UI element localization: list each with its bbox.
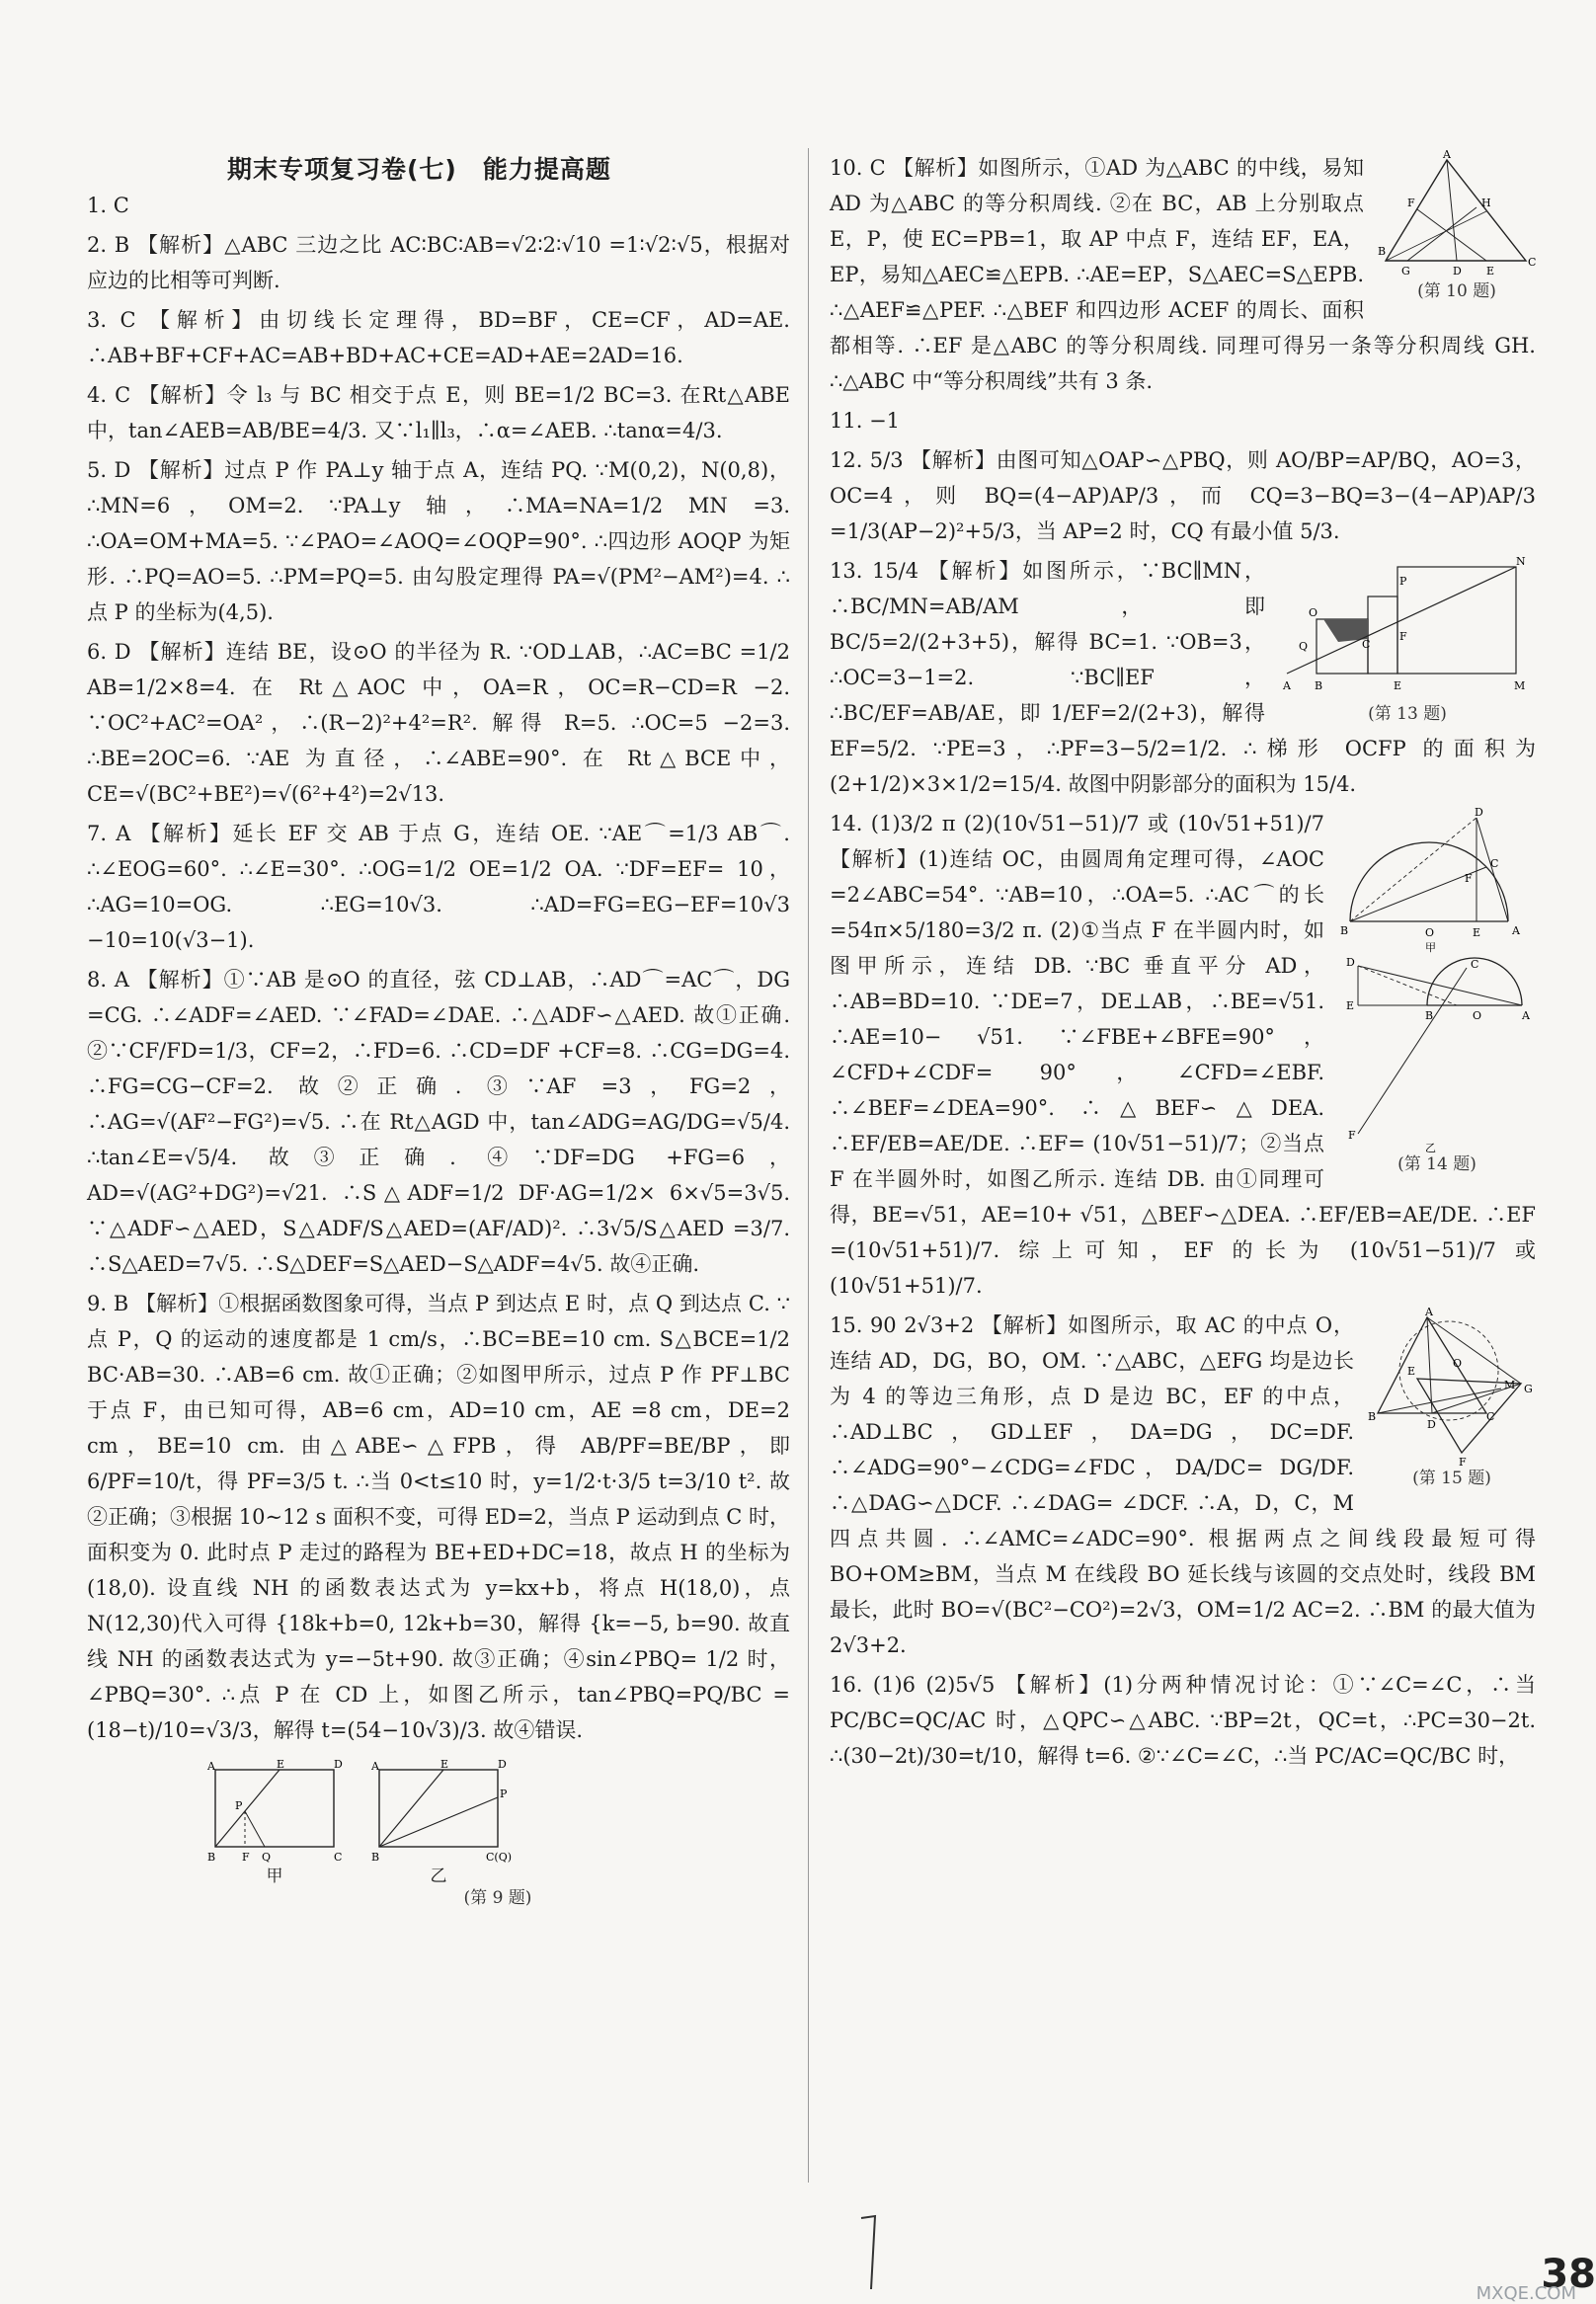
svg-text:M: M xyxy=(1504,1379,1516,1391)
svg-text:E: E xyxy=(440,1758,449,1771)
svg-text:E: E xyxy=(1407,1365,1416,1378)
figure-13 xyxy=(1279,555,1536,725)
answer-item-15-text: 15. 90 2√3+2 【解析】如图所示，取 AC 的中点 O，连结 AD，DG，BO，OM. ∵△ABC，△EFG 均是边长为 4 的等边三角形，点 D 是边 BC，EF 的中点，∴AD⊥BC，GD⊥EF，DA=DG，DC=DF. ∴∠ADG=90°−∠CDG=∠FDC，DA/DC= DG/DF. ∴△DAG∽△DCF. ∴∠DAG= ∠DCF. ∴A，D，C，M 四点共圆. ∴∠AMC=∠ADC=90°. 根据两点之间线段最短可得 BO+OM≥BM，当点 M 在线段 BO 延长线与该圆的交点处时，线段 BM 最长，此时 BO=√(BC²−CO²)=2√3，OM=1/2 AC=2. ∴BM 的最大值为 2√3+2. xyxy=(830,1313,1536,1657)
svg-text:E: E xyxy=(1346,999,1355,1012)
svg-text:E: E xyxy=(1486,265,1495,278)
figure-15-caption: (第 15 题) xyxy=(1412,1469,1491,1488)
figure-14-caption: (第 14 题) xyxy=(1397,1154,1476,1174)
figure-13-diagram xyxy=(1279,555,1536,703)
svg-text:O: O xyxy=(1309,606,1318,619)
watermark: MXQE.COM xyxy=(1476,2283,1576,2304)
svg-text:Q: Q xyxy=(262,1851,272,1864)
figure-9-diagram-b xyxy=(369,1758,513,1866)
svg-text:N: N xyxy=(1516,555,1526,568)
answer-item-14-text: 14. (1)3/2 π (2)(10√51−51)/7 或 (10√51+51)/7 【解析】(1)连结 OC，由圆周角定理可得，∠AOC =2∠ABC=54°. ∵AB=10，∴OA=5. ∴AC⌒的长=54π×5/180=3/2 π. (2)①当点 F 在半圆内时，如图甲所示，连结 DB. ∵BC 垂直平分 AD，∴AB=BD=10. ∵DE=7，DE⊥AB，∴BE=√51. ∴AE=10− √51. ∵∠FBE+∠BFE=90°，∠CFD+∠CDF= 90°，∠CFD=∠EBF. ∴∠BEF=∠DEA=90°. ∴△BEF∽△DEA. ∴EF/EB=AE/DE. ∴EF= (10√51−51)/7；②当点 F 在半圆外时，如图乙所示. 连结 DB. 由①同理可得，BE=√51，AE=10+ √51，△BEF∽△DEA. ∴EF/EB=AE/DE. ∴EF =(10√51+51)/7. 综上可知，EF 的长为 (10√51−51)/7 或 (10√51+51)/7. xyxy=(830,812,1536,1298)
figure-9-caption: (第 9 题) xyxy=(463,1888,532,1908)
right-column xyxy=(830,150,1536,1778)
figure-10 xyxy=(1378,148,1537,302)
figure-10-caption: (第 10 题) xyxy=(1417,281,1496,301)
svg-text:C: C xyxy=(1362,638,1371,651)
svg-text:D: D xyxy=(498,1758,507,1771)
figure-9 xyxy=(205,1758,790,1909)
svg-text:F: F xyxy=(1348,1129,1356,1142)
svg-text:A: A xyxy=(371,1760,379,1773)
svg-text:D: D xyxy=(1346,956,1355,969)
figure-15 xyxy=(1368,1306,1536,1489)
figure-13-caption: (第 13 题) xyxy=(1368,704,1447,724)
svg-text:P: P xyxy=(235,1799,243,1812)
svg-text:D: D xyxy=(1475,806,1483,819)
answer-item-5: 5. D 【解析】过点 P 作 PA⊥y 轴于点 A，连结 PQ. ∵M(0,2)，N(0,8)，∴MN=6，OM=2. ∵PA⊥y 轴，∴MA=NA=1/2 MN =3. ∴OA=OM+MA=5. ∵∠PAO=∠AOQ=∠OQP=90°. ∴四边形 AOQP 为矩形. ∴PQ=AO=5. ∴PM=PQ=5. 由勾股定理得 PA=√(PM²−AM²)=4. ∴点 P 的坐标为(4,5). xyxy=(87,458,790,624)
figure-9-sub-b: 乙 xyxy=(430,1867,447,1886)
svg-text:A: A xyxy=(1512,924,1520,937)
answer-item-7: 7. A 【解析】延长 EF 交 AB 于点 G，连结 OE. ∵AE⌒=1/3 AB⌒. ∴∠EOG=60°. ∴∠E=30°. ∴OG=1/2 OE=1/2 OA. ∵DF=EF= 10，∴AG=10=OG. ∴EG=10√3. ∴AD=FG=EG−EF=10√3 −10=10(√3−1). xyxy=(87,822,790,952)
svg-text:A: A xyxy=(1425,1306,1433,1318)
page-title: 期末专项复习卷(七) 能力提高题 xyxy=(227,155,611,184)
svg-text:B: B xyxy=(1315,679,1323,692)
svg-text:E: E xyxy=(277,1758,285,1771)
svg-text:C: C xyxy=(334,1851,343,1864)
svg-text:C: C xyxy=(1528,256,1537,269)
column-divider xyxy=(808,148,809,2183)
svg-text:B: B xyxy=(371,1851,380,1864)
svg-text:A: A xyxy=(207,1760,215,1773)
answer-item-8: 8. A 【解析】①∵AB 是⊙O 的直径，弦 CD⊥AB，∴AD⌒=AC⌒，DG =CG. ∴∠ADF=∠AED. ∵∠FAD=∠DAE. ∴△ADF∽△AED. 故①正确. ②∵CF/FD=1/3，CF=2，∴FD=6. ∴CD=DF +CF=8. ∴CG=DG=4. ∴FG=CG−CF=2. 故②正确. ③∵AF =3，FG=2，∴AG=√(AF²−FG²)=√5. ∴在 Rt△AGD 中，tan∠ADG=AG/DG=√5/4. ∴tan∠E=√5/4. 故③正确. ④∵DF=DG +FG=6，AD=√(AG²+DG²)=√21. ∴S△ADF=1/2 DF·AG=1/2× 6×√5=3√5. ∵△ADF∽△AED，S△ADF/S△AED=(AF/AD)². ∴3√5/S△AED =3/7. ∴S△AED=7√5. ∴S△DEF=S△AED−S△ADF=4√5. 故④正确. xyxy=(87,968,790,1276)
left-column xyxy=(87,188,790,1909)
answer-item-2: 2. B 【解析】△ABC 三边之比 AC∶BC∶AB=√2∶2∶√10 =1∶√2∶√5，根据对应边的比相等可判断. xyxy=(87,233,790,292)
answer-item-11: 11. −1 xyxy=(830,409,901,433)
svg-text:O: O xyxy=(1473,1009,1482,1022)
svg-text:B: B xyxy=(1368,1410,1377,1423)
svg-text:O: O xyxy=(1425,926,1435,939)
svg-text:D: D xyxy=(1427,1418,1436,1431)
svg-text:O: O xyxy=(1453,1357,1463,1370)
svg-text:A: A xyxy=(1443,148,1451,161)
svg-text:G: G xyxy=(1401,265,1410,278)
svg-text:E: E xyxy=(1473,926,1481,939)
svg-text:B: B xyxy=(1340,924,1349,937)
answer-item-4: 4. C 【解析】令 l₃ 与 BC 相交于点 E，则 BE=1/2 BC=3. 在Rt△ABE中，tan∠AEB=AB/BE=4/3. 又∵l₁∥l₃，∴α=∠AEB. ∴tanα=4/3. xyxy=(87,383,790,442)
answer-item-12: 12. 5/3 【解析】由图可知△OAP∽△PBQ，则 AO/BP=AP/BQ，AO=3，OC=4，则 BQ=(4−AP)AP/3，而 CQ=3−BQ=3−(4−AP)AP/3 =1/3(AP−2)²+5/3，当 AP=2 时，CQ 有最小值 5/3. xyxy=(830,448,1536,543)
svg-text:F: F xyxy=(1407,197,1415,209)
svg-text:D: D xyxy=(1453,265,1462,278)
svg-text:C: C xyxy=(1471,958,1479,971)
svg-text:E: E xyxy=(1394,679,1402,692)
svg-text:D: D xyxy=(334,1758,343,1771)
svg-text:B: B xyxy=(1425,1009,1434,1022)
svg-text:F: F xyxy=(1399,630,1407,643)
figure-10-diagram xyxy=(1378,148,1537,280)
svg-text:乙: 乙 xyxy=(1425,1142,1436,1154)
figure-14-diagram-b xyxy=(1338,956,1536,1153)
figure-9-diagram-a xyxy=(205,1758,344,1866)
svg-text:M: M xyxy=(1514,679,1526,692)
answer-item-14 xyxy=(830,806,1536,1304)
handwritten-mark xyxy=(859,2212,879,2291)
svg-text:C(Q): C(Q) xyxy=(486,1851,513,1864)
svg-text:C: C xyxy=(1486,1410,1495,1423)
svg-text:A: A xyxy=(1522,1009,1530,1022)
answer-item-6: 6. D 【解析】连结 BE，设⊙O 的半径为 R. ∵OD⊥AB，∴AC=BC =1/2 AB=1/2×8=4. 在 Rt△AOC 中，OA=R，OC=R−CD=R −2. ∵OC²+AC²=OA²，∴(R−2)²+4²=R². 解得 R=5. ∴OC=5 −2=3. ∴BE=2OC=6. ∵AE 为直径，∴∠ABE=90°. 在 Rt△BCE中，CE=√(BC²+BE²)=√(6²+4²)=2√13. xyxy=(87,640,790,806)
svg-text:B: B xyxy=(1378,245,1387,258)
svg-text:甲: 甲 xyxy=(1425,941,1436,954)
answer-item-16: 16. (1)6 (2)5√5 【解析】(1)分两种情况讨论：①∵∠C=∠C，∴当 PC/BC=QC/AC 时，△QPC∽△ABC. ∵BP=2t，QC=t，∴PC=30−2t. ∴(30−2t)/30=t/10，解得 t=6. ②∵∠C=∠C，∴当 PC/AC=QC/BC 时， xyxy=(830,1673,1536,1768)
answer-item-9: 9. B 【解析】①根据函数图象可得，当点 P 到达点 E 时，点 Q 到达点 C. ∵点 P，Q 的运动的速度都是 1 cm/s，∴BC=BE=10 cm. S△BCE=1/2 BC·AB=30. ∴AB=6 cm. 故①正确；②如图甲所示，过点 P 作 PF⊥BC 于点 F，由已知可得，AB=6 cm，AD=10 cm，AE =8 cm，DE=2 cm，BE=10 cm. 由△ABE∽△FPB，得 AB/PF=BE/BP，即 6/PF=10/t，得 PF=3/5 t. ∴当 0<t≤10 时，y=1/2·t·3/5 t=3/10 t². 故②正确；③根据 10∼12 s 面积不变，可得 ED=2，当点 P 运动到点 C 时，面积变为 0. 此时点 P 走过的路程为 BE+ED+DC=18，故点 H 的坐标为(18,0). 设直线 NH 的函数表达式为 y=kx+b，将点 H(18,0)，点 N(12,30)代入可得 {18k+b=0, 12k+b=30，解得 {k=−5, b=90. 故直线 NH 的函数表达式为 y=−5t+90. 故③正确；④sin∠PBQ= 1/2 时，∠PBQ=30°. ∴点 P 在 CD 上，如图乙所示，tan∠PBQ=PQ/BC =(18−t)/10=√3/3，解得 t=(54−10√3)/3. 故④错误. xyxy=(87,1292,790,1742)
figure-14-diagram-a xyxy=(1338,808,1536,956)
answer-item-1: 1. C xyxy=(87,194,129,217)
page-number: 38 xyxy=(1541,2252,1596,2297)
answer-item-10-text: 10. C 【解析】如图所示，①AD 为△ABC 的中线，易知 AD 为△ABC 的等分积周线. ②在 BC，AB 上分别取点 E，P，使 EC=PB=1，取 AP 中点 F，连结 EF，EA，EP，易知△AEC≌△EPB. ∴AE=EP，S△AEC=S△EPB. ∴△AEF≌△PEF. ∴△BEF 和四边形 ACEF 的周长、面积都相等. ∴EF 是△ABC 的等分积周线. 同理可得另一条等分积周线 GH. ∴△ABC 中“等分积周线”共有 3 条. xyxy=(830,156,1536,393)
svg-text:P: P xyxy=(1399,575,1407,588)
svg-text:P: P xyxy=(500,1788,508,1800)
svg-text:Q: Q xyxy=(1299,640,1309,653)
svg-text:F: F xyxy=(242,1851,250,1864)
svg-text:G: G xyxy=(1524,1383,1533,1395)
answer-item-3: 3. C 【解析】由切线长定理得，BD=BF，CE=CF，AD=AE. ∴AB+BF+CF+AC=AB+BD+AC+CE=AD+AE=2AD=16. xyxy=(87,308,790,367)
answer-item-13-text: 13. 15/4 【解析】如图所示，∵BC∥MN，∴BC/MN=AB/AM，即 BC/5=2/(2+3+5)，解得 BC=1. ∵OB=3，∴OC=3−1=2. ∵BC∥EF，∴BC/EF=AB/AE，即 1/EF=2/(2+3)，解得 EF=5/2. ∵PE=3，∴PF=3−5/2=1/2. ∴梯形 OCFP 的面积为(2+1/2)×3×1/2=15/4. 故图中阴影部分的面积为 15/4. xyxy=(830,559,1536,796)
svg-text:F: F xyxy=(1465,872,1473,885)
figure-15-diagram xyxy=(1368,1306,1536,1469)
svg-text:A: A xyxy=(1283,679,1291,692)
answer-item-15 xyxy=(830,1308,1536,1663)
figure-9-sub-a: 甲 xyxy=(266,1867,283,1886)
svg-text:B: B xyxy=(207,1851,216,1864)
answer-item-13 xyxy=(830,553,1536,802)
svg-text:C: C xyxy=(1490,857,1499,870)
figure-14 xyxy=(1338,808,1536,1175)
svg-text:F: F xyxy=(1459,1456,1467,1469)
svg-text:H: H xyxy=(1481,197,1491,209)
answer-item-10 xyxy=(830,150,1536,399)
